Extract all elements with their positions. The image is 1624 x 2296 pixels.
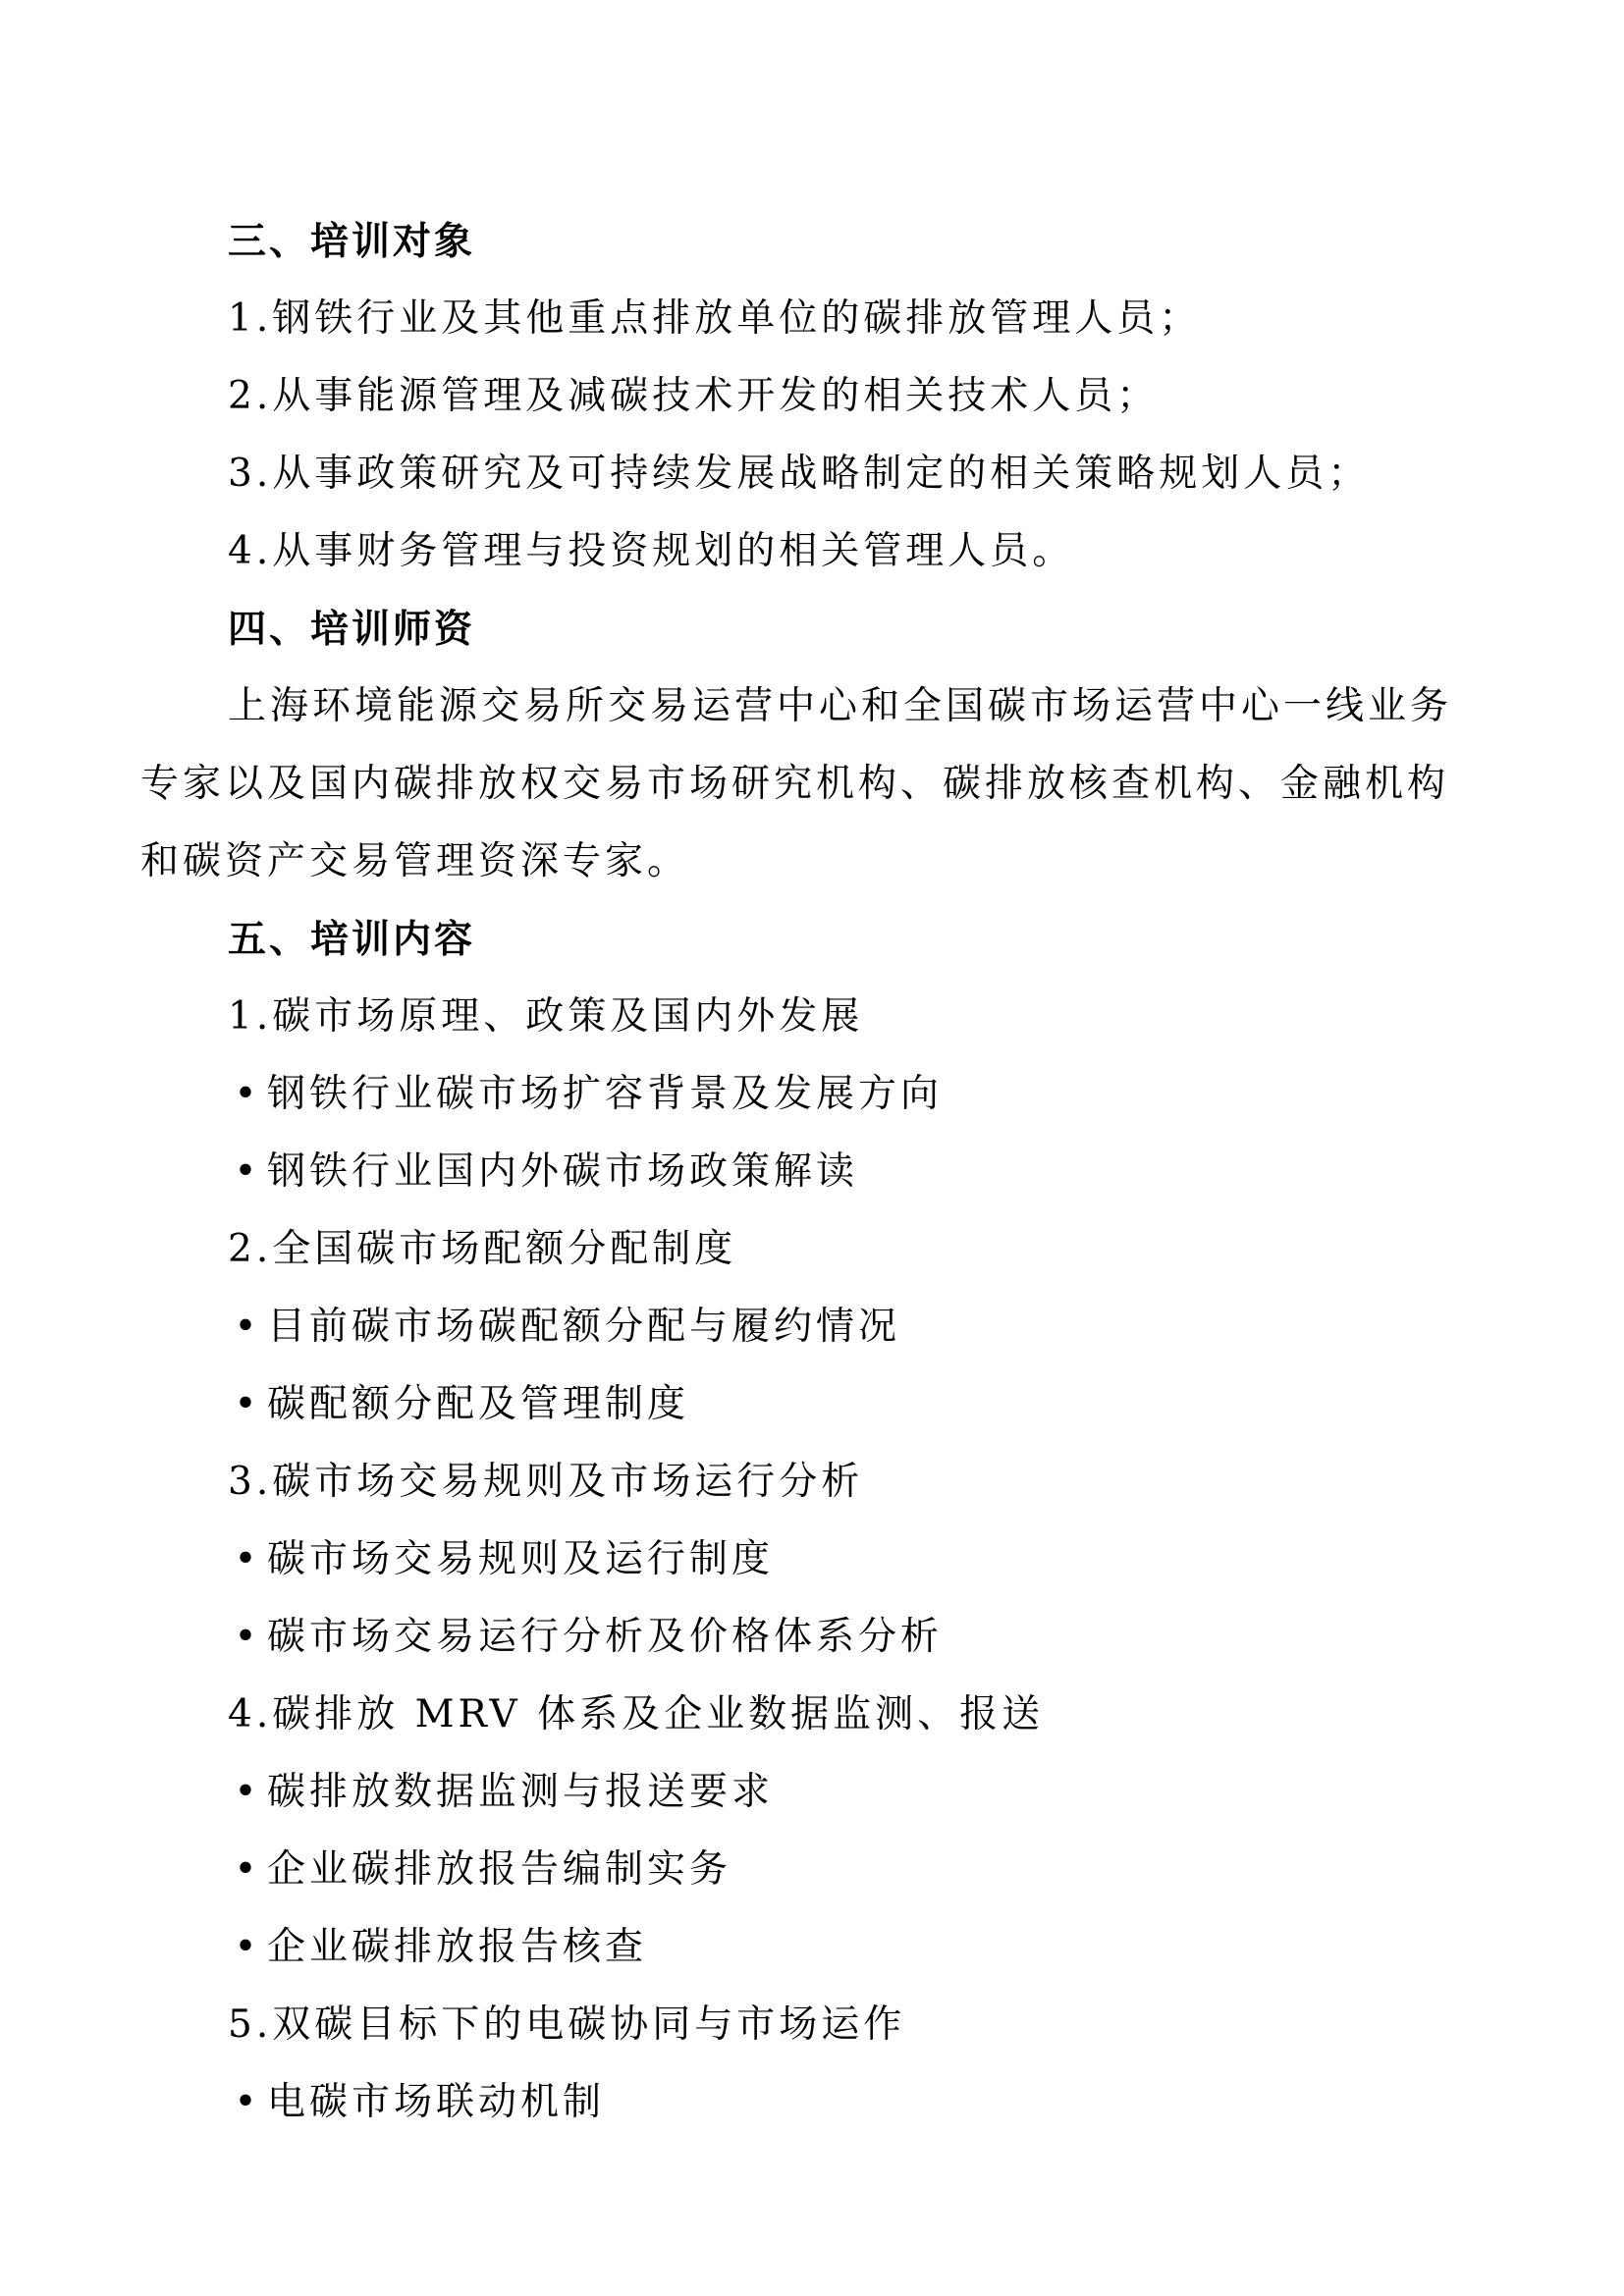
section-heading-instructors: 四、培训师资 — [228, 607, 476, 652]
topic-1-bullet-1 — [228, 1067, 943, 1122]
instructors-paragraph-line-2: 专家以及国内碳排放权交易市场研究机构、碳排放核查机构、金融机构 — [140, 762, 1450, 806]
topic-2-bullet-2 — [228, 1377, 689, 1432]
section-heading-training-targets: 三、培训对象 — [228, 219, 476, 264]
section-heading-training-content: 五、培训内容 — [228, 917, 476, 962]
bullet-text: 碳排放数据监测与报送要求 — [267, 1770, 775, 1814]
bullet-dot: • — [234, 1770, 261, 1814]
bullet-dot: • — [234, 1925, 261, 1969]
topic-title-5: 5.双碳目标下的电碳协同与市场运作 — [228, 2002, 906, 2047]
bullet-text: 目前碳市场碳配额分配与履约情况 — [267, 1305, 901, 1349]
bullet-text: 企业碳排放报告核查 — [267, 1925, 648, 1969]
bullet-text: 电碳市场联动机制 — [267, 2080, 606, 2124]
bullet-dot: • — [234, 1537, 261, 1581]
topic-title-4: 4.碳排放 MRV 体系及企业数据监测、报送 — [228, 1692, 1045, 1736]
topic-5-bullet-1 — [228, 2075, 605, 2130]
bullet-text: 碳市场交易运行分析及价格体系分析 — [267, 1615, 944, 1659]
bullet-dot: • — [234, 1615, 261, 1659]
topic-title-3: 3.碳市场交易规则及市场运行分析 — [228, 1460, 864, 1504]
topic-4-bullet-2 — [228, 1842, 731, 1897]
topic-1-bullet-2 — [228, 1145, 858, 1200]
instructors-paragraph-line-1: 上海环境能源交易所交易运营中心和全国碳市场运营中心一线业务 — [228, 684, 1453, 728]
bullet-dot: • — [234, 1149, 261, 1194]
topic-title-2: 2.全国碳市场配额分配制度 — [228, 1227, 737, 1271]
bullet-dot: • — [234, 1382, 261, 1426]
target-item-2: 2.从事能源管理及减碳技术开发的相关技术人员； — [228, 374, 1160, 418]
instructors-paragraph-line-3: 和碳资产交易管理资深专家。 — [140, 839, 690, 883]
bullet-text: 碳配额分配及管理制度 — [267, 1382, 690, 1426]
bullet-dot: • — [234, 2080, 261, 2124]
bullet-text: 企业碳排放报告编制实务 — [267, 1847, 732, 1892]
bullet-text: 碳市场交易规则及运行制度 — [267, 1537, 775, 1581]
topic-3-bullet-1 — [228, 1532, 774, 1587]
topic-4-bullet-3 — [228, 1920, 647, 1975]
bullet-dot: • — [234, 1847, 261, 1892]
target-item-4: 4.从事财务管理与投资规划的相关管理人员。 — [228, 529, 1075, 573]
topic-2-bullet-1 — [228, 1300, 900, 1355]
target-item-3: 3.从事政策研究及可持续发展战略制定的相关策略规划人员； — [228, 452, 1371, 496]
bullet-text: 钢铁行业碳市场扩容背景及发展方向 — [267, 1072, 944, 1116]
topic-4-bullet-1 — [228, 1765, 774, 1820]
topic-title-1: 1.碳市场原理、政策及国内外发展 — [228, 994, 864, 1039]
bullet-text: 钢铁行业国内外碳市场政策解读 — [267, 1149, 859, 1194]
bullet-dot: • — [234, 1305, 261, 1349]
topic-3-bullet-2 — [228, 1610, 943, 1665]
target-item-1: 1.钢铁行业及其他重点排放单位的碳排放管理人员； — [228, 296, 1202, 341]
bullet-dot: • — [234, 1072, 261, 1116]
